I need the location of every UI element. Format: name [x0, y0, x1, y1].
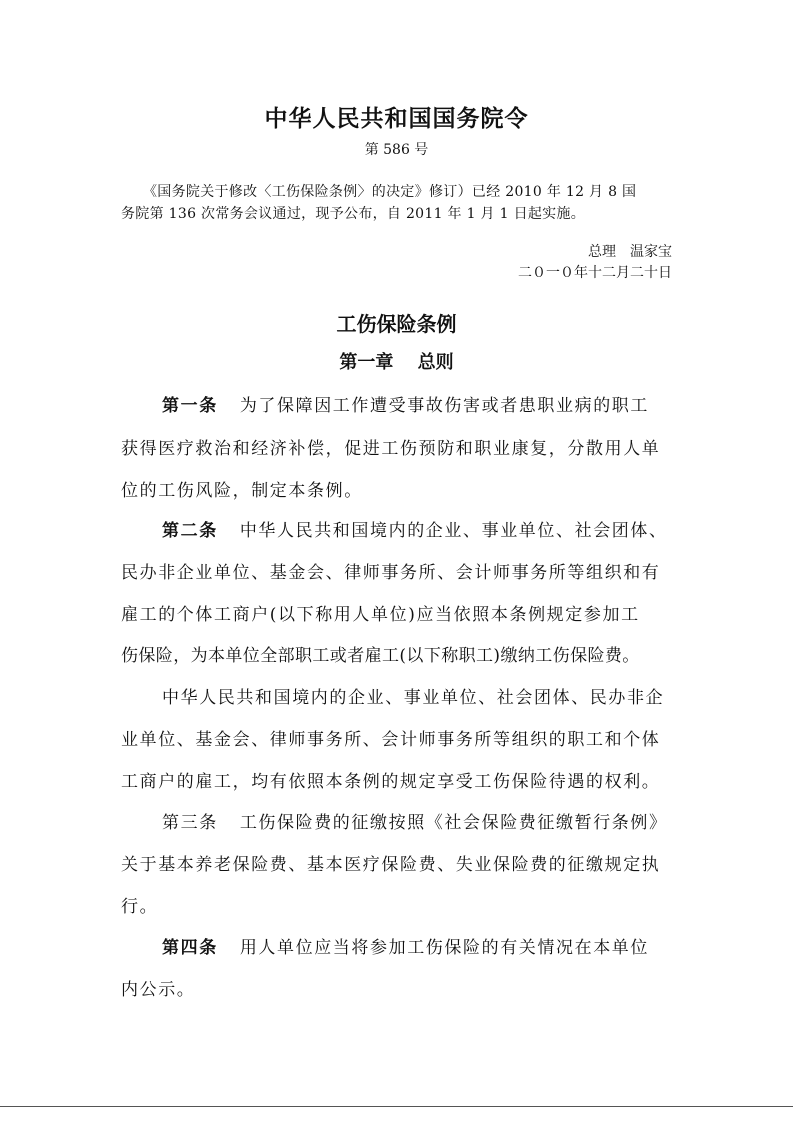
article-2-line-1: 第二条 中华人民共和国境内的企业、事业单位、社会团体、	[162, 521, 668, 541]
article-1-line-3: 位的工伤风险，制定本条例。	[121, 481, 363, 501]
article-1-line-1: 第一条 为了保障因工作遭受事故伤害或者患职业病的职工	[162, 396, 650, 416]
article-4-label: 第四条	[162, 938, 218, 958]
decree-number: 第 586 号	[364, 142, 429, 158]
regulation-title: 工伤保险条例	[336, 312, 457, 336]
article-2-para-2-line-1: 中华人民共和国境内的企业、事业单位、社会团体、民办非企	[162, 688, 665, 708]
chapter-title: 第一章 总则	[339, 352, 454, 373]
article-2-para-2-line-3: 工商户的雇工，均有依照本条例的规定享受工伤保险待遇的权利。	[121, 772, 661, 792]
intro-line-1: 《国务院关于修改〈工伤保险条例〉的决定》修订）已经 2010 年 12 月 8 国	[143, 184, 637, 200]
article-2-para-2-line-2: 业单位、基金会、律师事务所、会计师事务所等组织的职工和个体	[121, 730, 661, 750]
article-2-line-4: 伤保险，为本单位全部职工或者雇工(以下称职工)缴纳工伤保险费。	[121, 646, 640, 666]
sign-date: 二０一０年十二月二十日	[518, 265, 672, 281]
article-4-line-2: 内公示。	[121, 980, 196, 1000]
article-1-label: 第一条	[162, 396, 218, 416]
article-3-line-2: 关于基本养老保险费、基本医疗保险费、失业保险费的征缴规定执	[121, 855, 661, 875]
article-2-label: 第二条	[162, 521, 218, 541]
decree-title: 中华人民共和国国务院令	[264, 105, 529, 132]
intro-line-2: 务院第 136 次常务会议通过，现予公布，自 2011 年 1 月 1 日起实施。	[121, 206, 586, 222]
signer: 总理 温家宝	[588, 244, 672, 260]
article-3-line-1: 第三条 工伤保险费的征缴按照《社会保险费征缴暂行条例》	[162, 813, 668, 833]
article-3-label: 第三条	[162, 813, 218, 833]
page-bottom-rule	[0, 1106, 793, 1107]
article-1-line-2: 获得医疗救治和经济补偿，促进工伤预防和职业康复，分散用人单	[121, 439, 661, 459]
article-2-line-2: 民办非企业单位、基金会、律师事务所、会计师事务所等组织和有	[121, 563, 661, 583]
article-2-line-3: 雇工的个体工商户(以下称用人单位)应当依照本条例规定参加工	[121, 605, 640, 625]
article-4-line-1: 第四条 用人单位应当将参加工伤保险的有关情况在本单位	[162, 938, 650, 958]
article-3-line-3: 行。	[121, 897, 159, 917]
